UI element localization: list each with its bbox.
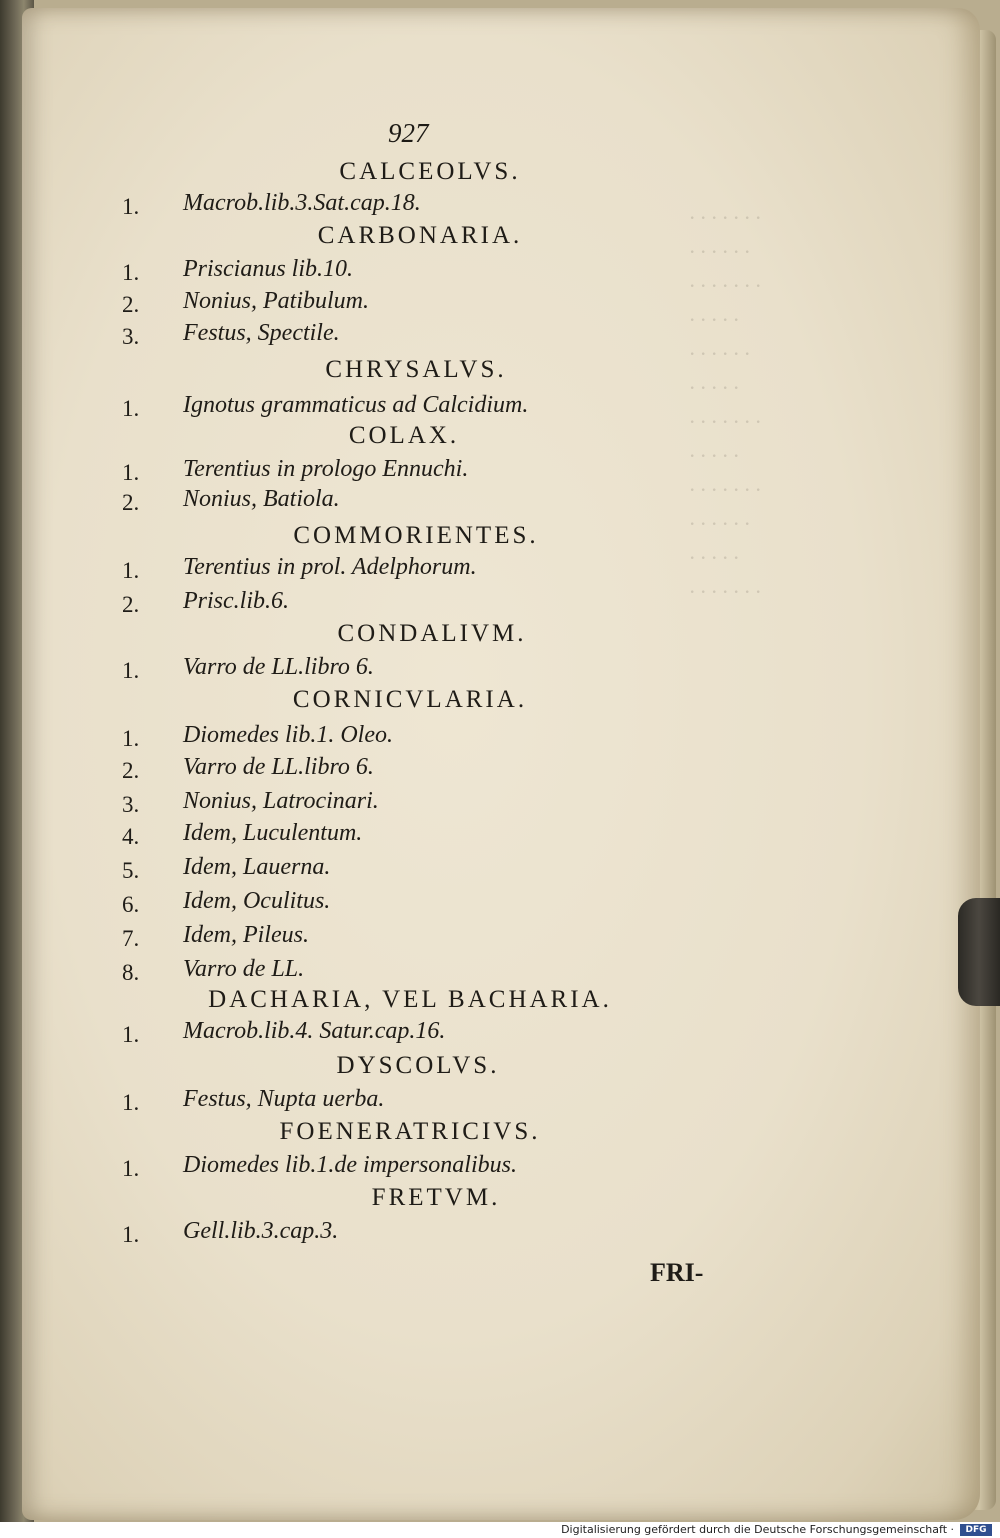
bleed-through-text: . . . . . . . . . . . . . . . . . . . . . . . . . . . . . . . . . . . . . . . . . . . . . . . . . . . . . . . . . . . . . . . . . . . . . . . . . [690, 199, 762, 598]
entry-text: Diomedes lib.1. Oleo. [183, 722, 393, 748]
entry-number: 7. [122, 926, 140, 951]
entry-text: Idem, Lauerna. [183, 854, 331, 880]
entry-text: Macrob.lib.3.Sat.cap.18. [183, 190, 421, 216]
section-heading: DACHARIA, VEL BACHARIA. [208, 986, 612, 1013]
entry-text: Idem, Luculentum. [183, 820, 363, 846]
entry-number: 8. [122, 960, 140, 985]
entry-number: 1. [122, 658, 140, 683]
entry-number: 2. [122, 758, 140, 783]
entry-number: 1. [122, 558, 140, 583]
entry-number: 1. [122, 460, 140, 485]
entry-text: Idem, Pileus. [183, 922, 309, 948]
section-heading: CARBONARIA. [317, 222, 523, 249]
entry-number: 6. [122, 892, 140, 917]
entry-text: Gell.lib.3.cap.3. [183, 1218, 339, 1244]
section-heading: COMMORIENTES. [293, 522, 539, 549]
entry-text: Prisc.lib.6. [183, 588, 289, 614]
entry-text: Ignotus grammaticus ad Calcidium. [183, 392, 529, 418]
section-heading: CHRYSALVS. [325, 356, 507, 383]
dfg-logo: DFG [960, 1524, 992, 1536]
entry-number: 1. [122, 726, 140, 751]
footer-credit: Digitalisierung gefördert durch die Deutsche Forschungsgemeinschaft · [561, 1523, 954, 1536]
entry-number: 2. [122, 592, 140, 617]
entry-text: Varro de LL. [183, 956, 305, 982]
footer-bar [0, 1522, 1000, 1538]
entry-number: 1. [122, 194, 140, 219]
section-heading: FOENERATRICIVS. [279, 1118, 541, 1145]
entry-text: Diomedes lib.1.de impersonalibus. [183, 1152, 517, 1178]
entry-text: Terentius in prol. Adelphorum. [183, 554, 477, 580]
entry-number: 1. [122, 1156, 140, 1181]
section-heading: CORNICVLARIA. [292, 686, 528, 713]
page-number: 927 [388, 118, 429, 148]
entry-text: Priscianus lib.10. [183, 256, 354, 282]
entry-number: 1. [122, 1090, 140, 1115]
section-heading: CONDALIVM. [337, 620, 527, 647]
entry-number: 1. [122, 1222, 140, 1247]
entry-number: 3. [122, 324, 140, 349]
entry-text: Varro de LL.libro 6. [183, 654, 374, 680]
section-heading: COLAX. [348, 422, 460, 449]
entry-number: 2. [122, 490, 140, 515]
entry-number: 4. [122, 824, 140, 849]
book-clasp [958, 898, 1000, 1006]
entry-number: 3. [122, 792, 140, 817]
entry-number: 1. [122, 1022, 140, 1047]
entry-text: Festus, Spectile. [183, 320, 340, 346]
section-heading: DYSCOLVS. [336, 1052, 500, 1079]
entry-number: 5. [122, 858, 140, 883]
entry-number: 1. [122, 396, 140, 421]
entry-text: Idem, Oculitus. [183, 888, 331, 914]
section-heading: CALCEOLVS. [339, 158, 521, 185]
entry-text: Nonius, Latrocinari. [183, 788, 379, 814]
entry-text: Varro de LL.libro 6. [183, 754, 374, 780]
section-heading: FRETVM. [371, 1184, 501, 1211]
entry-text: Nonius, Patibulum. [183, 288, 370, 314]
catchword: FRI- [650, 1258, 704, 1287]
entry-text: Festus, Nupta uerba. [183, 1086, 385, 1112]
entry-text: Terentius in prologo Ennuchi. [183, 456, 469, 482]
entry-text: Nonius, Batiola. [183, 486, 340, 512]
entry-number: 1. [122, 260, 140, 285]
entry-text: Macrob.lib.4. Satur.cap.16. [183, 1018, 446, 1044]
entry-number: 2. [122, 292, 140, 317]
